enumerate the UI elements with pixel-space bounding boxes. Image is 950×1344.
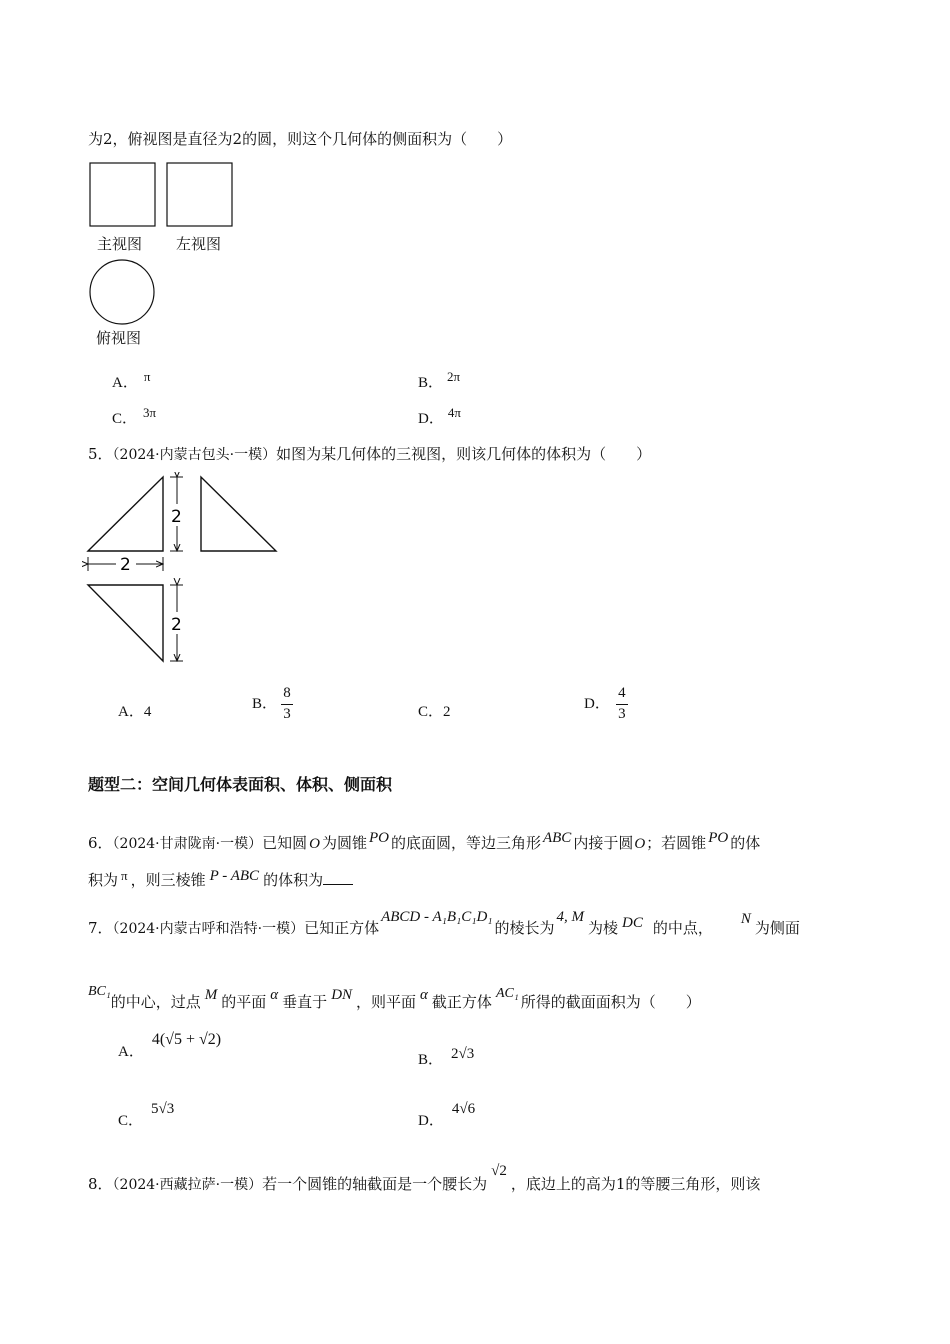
front-view-triangle [88,477,163,551]
fraction: $\frac{8}{3}$ [281,686,293,723]
option-letter: B． [418,1052,444,1068]
q4-option-b[interactable] [418,369,461,392]
side-view-square [167,163,232,226]
question-source: （2024·甘肃陇南·一模） [112,836,263,852]
option-value: 2 [443,704,451,720]
option-value: π [143,369,151,384]
q5-option-a[interactable] [118,703,151,721]
q4-option-c[interactable] [112,405,157,428]
top-view-triangle [88,585,163,661]
option-value: 4 [143,704,152,720]
option-value: 3π [143,405,157,420]
option-value: 4(√5 + √2) [151,1031,222,1048]
q5-option-c[interactable] [418,703,451,721]
dimension-label: 2 [171,615,182,635]
q5-option-d[interactable] [584,686,628,723]
option-value: 2√3 [451,1046,475,1062]
q4-option-d[interactable] [418,405,461,428]
option-value: 4π [447,405,461,420]
question-source: （2024·西藏拉萨·一模） [112,1177,263,1193]
option-value: 5√3 [151,1101,175,1117]
q7-stem-line2: BC₁的中心，过点 M 的平面 α 垂直于 DN ，则平面 α 截正方体 AC₁ 所得的截面面积为（ ） [88,984,701,1011]
q7-stem-line1: 7．（2024·内蒙古呼和浩特·一模）已知正方体ABCD - A₁B₁C₁D₁的棱长为4, M为棱 DC 的中点， N 为侧面 [88,909,800,937]
q7-option-d[interactable] [418,1101,476,1130]
q5-three-views-figure [82,472,282,667]
option-letter: A． [118,704,144,720]
q5-option-b[interactable] [252,686,293,723]
top-view-circle [90,260,154,324]
option-letter: D． [418,411,444,427]
q5-stem: 5．（2024·内蒙古包头·一模）如图为某几何体的三视图，则该几何体的体积为（ ） [88,445,652,463]
option-value: 4√6 [451,1101,476,1117]
q4-three-views-figure [84,158,244,358]
q6-stem-line2: 积为 π ，则三棱锥 P - ABC 的体积为 [88,871,353,890]
q7-option-b[interactable] [418,1046,475,1069]
dimension-label: 2 [171,507,182,527]
question-number: 5． [88,445,113,463]
q7-option-a[interactable] [118,1031,222,1061]
q7-option-c[interactable] [118,1101,175,1130]
option-letter: C． [112,411,138,427]
front-view-label: 主视图 [97,235,143,253]
option-letter: A． [112,375,138,391]
dimension-label: 2 [120,555,131,575]
side-view-label: 左视图 [176,235,222,253]
q4-option-a[interactable] [112,369,151,392]
option-letter: C． [418,704,444,720]
fraction: $\frac{4}{3}$ [616,686,628,723]
option-letter: A． [118,1044,144,1060]
option-letter: B． [418,375,444,391]
option-letter: D． [418,1113,444,1129]
side-view-triangle [201,477,276,551]
q4-stem-tail: 为2，俯视图是直径为2的圆，则这个几何体的侧面积为（ ） [88,130,513,148]
option-letter: B． [252,696,278,713]
question-source: （2024·内蒙古包头·一模） [112,447,277,463]
answer-blank[interactable] [323,883,353,885]
q6-stem-line1: 6．（2024·甘肃陇南·一模）已知圆 O 为圆锥 PO 的底面圆，等边三角形 ABC 内接于圆O；若圆锥 PO 的体 [88,830,761,852]
question-number: 6． [88,834,113,852]
option-letter: C． [118,1113,144,1129]
option-value: 2π [447,369,461,384]
q8-stem: 8．（2024·西藏拉萨·一模）若一个圆锥的轴截面是一个腰长为√2，底边上的高为1的等腰三角形，则该 [88,1163,761,1193]
front-view-square [90,163,155,226]
option-letter: D． [584,696,610,713]
section-heading: 题型二：空间几何体表面积、体积、侧面积 [88,775,393,794]
question-number: 7． [88,919,113,937]
question-source: （2024·内蒙古呼和浩特·一模） [112,921,305,937]
question-number: 8． [88,1175,113,1193]
top-view-label: 俯视图 [96,329,142,347]
